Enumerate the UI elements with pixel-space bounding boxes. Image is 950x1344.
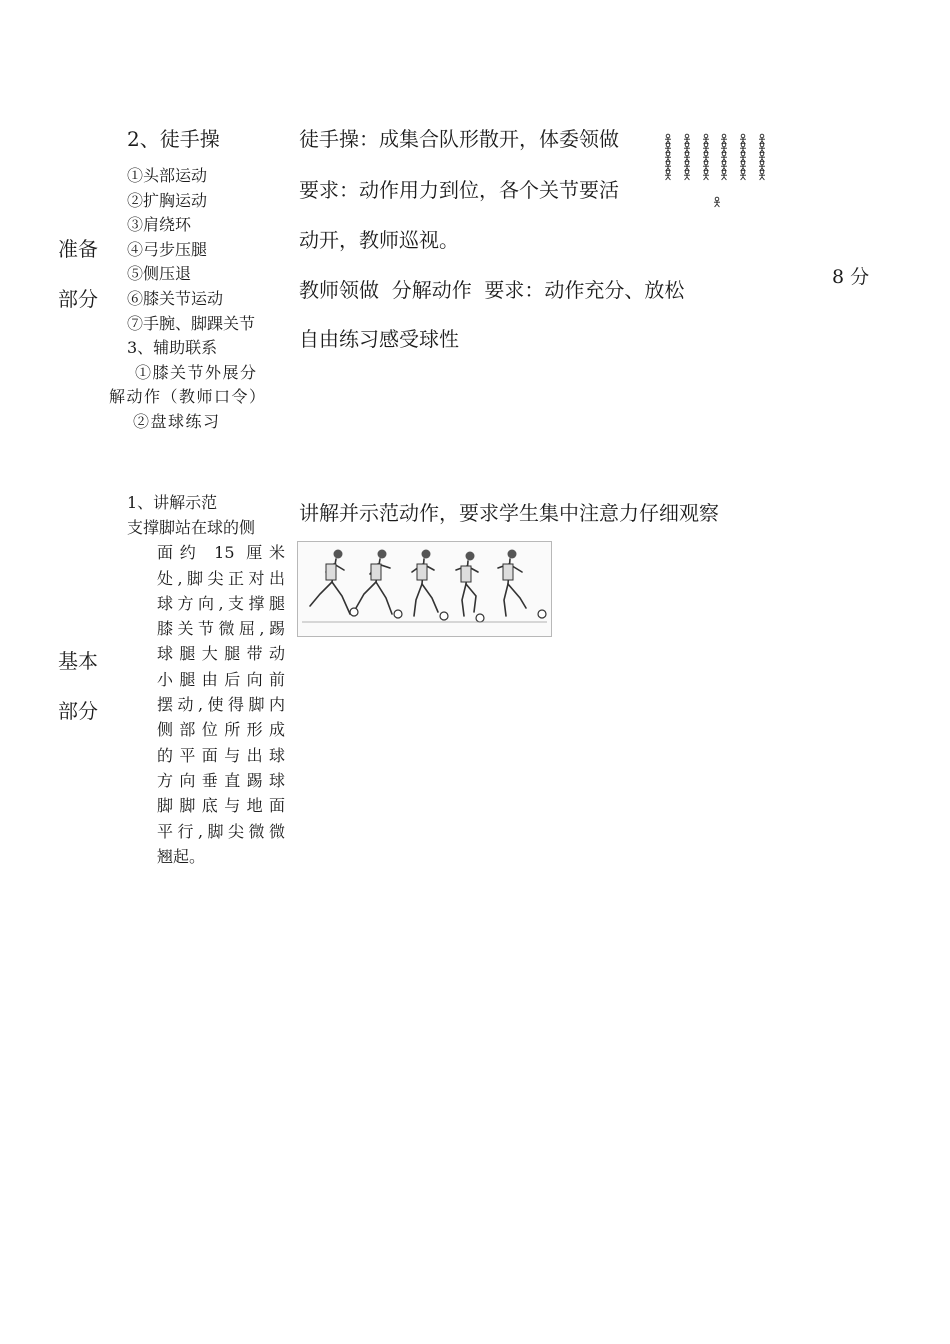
player-figure	[456, 552, 478, 617]
prep-method-line: 自由练习感受球性	[299, 327, 459, 351]
prep-item: ⑥膝关节运动	[127, 288, 224, 308]
ball-group	[350, 608, 546, 622]
player-figure	[412, 550, 438, 617]
formation-diagram	[660, 132, 770, 212]
basic-instruction-line: 脚脚底与地面	[157, 796, 285, 816]
prep-item-list	[109, 164, 287, 435]
ball	[476, 614, 484, 622]
prep-item: ①头部运动	[127, 166, 208, 185]
formation-leader	[714, 197, 720, 207]
prep-heading: 2、徒手操	[127, 127, 220, 151]
prep-item: ②盘球练习	[133, 411, 221, 431]
ball	[538, 610, 546, 618]
basic-instruction-line: 球方向,支撑腿	[157, 593, 285, 613]
prep-item: ⑤侧压退	[127, 264, 192, 284]
prep-item: ①膝关节外展分	[135, 362, 258, 382]
basic-instruction-line: 膝关节微屈,踢	[157, 619, 285, 639]
basic-instruction-line: 支撑脚站在球的侧	[127, 518, 256, 537]
prep-item: 解动作（教师口令）	[109, 387, 267, 407]
player-figure	[310, 550, 350, 615]
basic-instruction-block	[127, 515, 287, 869]
basic-instruction-line: 的平面与出球	[157, 745, 285, 765]
basic-instruction-line: 翘起。	[157, 846, 206, 866]
kick-sequence-figure	[297, 541, 552, 637]
ball	[350, 608, 358, 616]
prep-section-label: 准备	[58, 237, 98, 261]
prep-item: ③肩绕环	[127, 215, 192, 235]
basic-method-line: 讲解并示范动作，要求学生集中注意力仔细观察	[299, 501, 719, 525]
kick-sequence-illustration	[298, 542, 551, 636]
prep-method-line: 徒手操：成集合队形散开，体委领做	[299, 127, 619, 151]
prep-method-line: 教师领做 分解动作 要求：动作充分、放松	[299, 278, 685, 302]
basic-instruction-line: 摆动,使得脚内	[157, 695, 285, 715]
ball	[394, 610, 402, 618]
basic-instruction-line: 面约 15 厘米	[157, 543, 285, 563]
basic-instruction-line: 方向垂直踢球	[157, 770, 285, 790]
basic-section-label-2: 部分	[58, 699, 98, 723]
basic-instruction-line: 平行,脚尖微微	[157, 821, 285, 841]
basic-instruction-line: 球腿大腿带动	[157, 644, 285, 664]
ball	[440, 612, 448, 620]
prep-item: 3、辅助联系	[127, 338, 218, 358]
player-figure	[356, 550, 392, 615]
basic-section-label: 基本	[58, 649, 98, 673]
prep-section-label-2: 部分	[58, 287, 98, 311]
formation-grid	[665, 134, 765, 180]
prep-method-line: 要求：动作用力到位，各个关节要活	[299, 178, 619, 202]
basic-instruction-line: 处,脚尖正对出	[157, 568, 285, 588]
prep-item: ⑦手腕、脚踝关节	[127, 313, 256, 333]
basic-heading: 1、讲解示范	[127, 493, 218, 512]
prep-item: ④弓步压腿	[127, 239, 208, 259]
player-figure	[498, 550, 526, 617]
prep-time: 8 分	[832, 266, 870, 288]
basic-instruction-line: 小腿由后向前	[157, 669, 285, 689]
prep-item: ②扩胸运动	[127, 190, 208, 210]
basic-instruction-line: 侧部位所形成	[157, 720, 285, 740]
prep-method-line: 动开，教师巡视。	[299, 228, 459, 252]
